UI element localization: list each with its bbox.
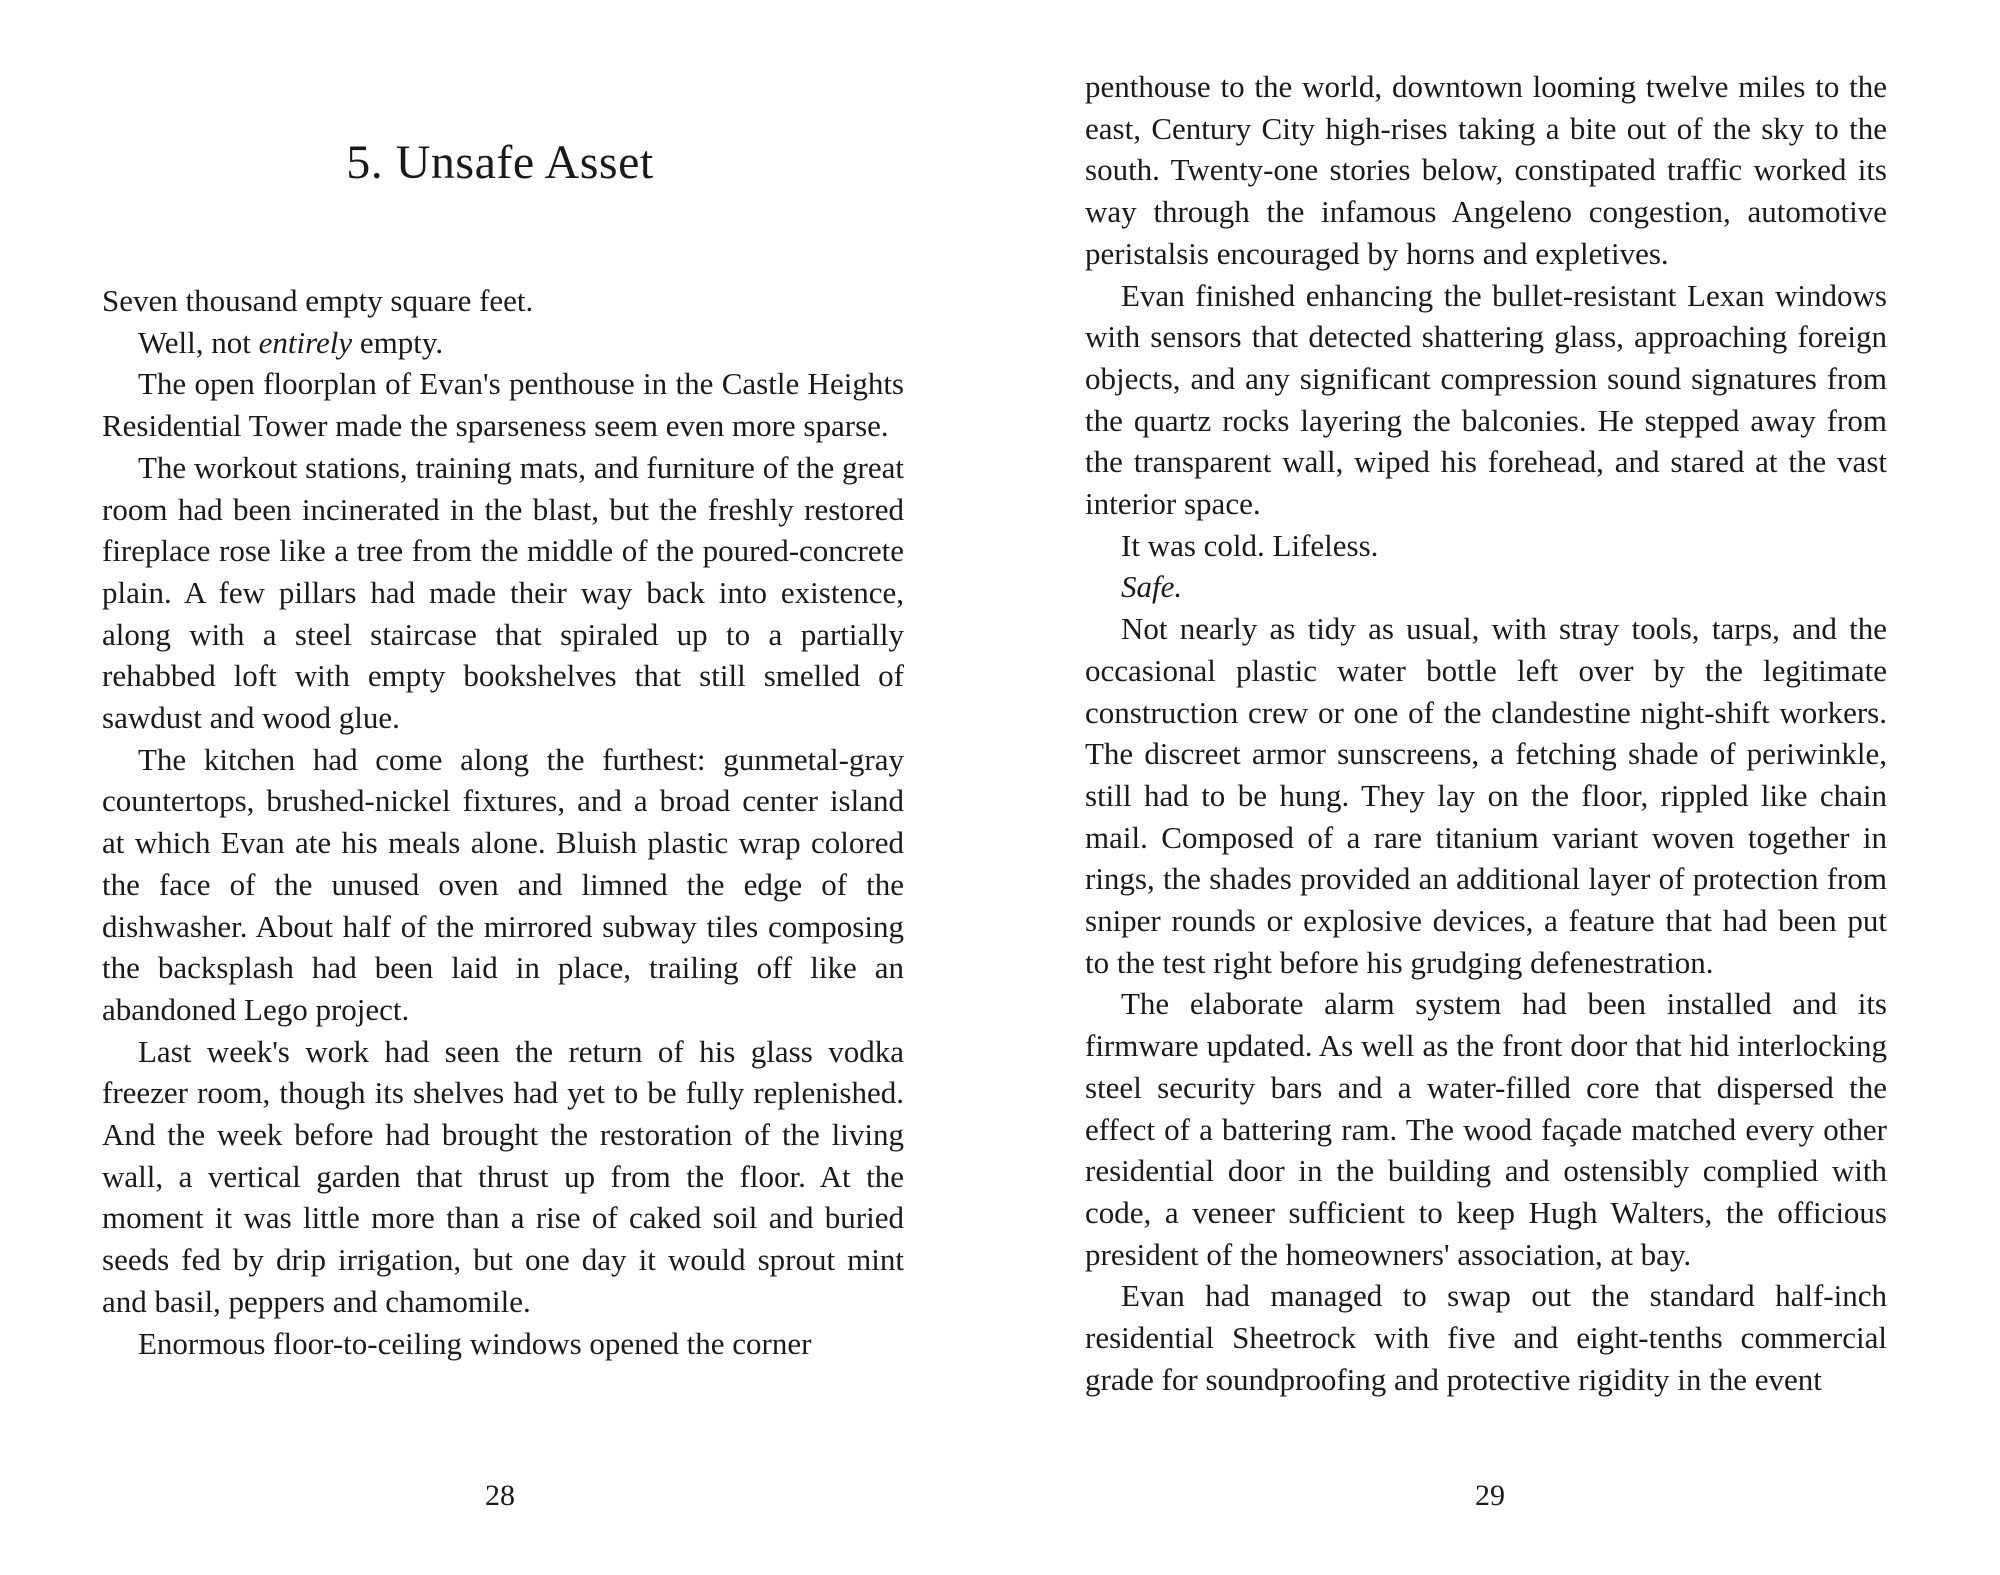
paragraph: Not nearly as tidy as usual, with stray tools, tarps, and the occasional plastic water bottle left over by the legitimate construction crew or one of the clandestine night-shift workers. The discreet armor sunscreens, a fetching shade of periwinkle, still had to be hung. They lay on the floor, rippled like chain mail. Composed of a rare titanium variant woven together in rings, the shades provided an additional layer of protection from sniper rounds or explosive devices, a feature that had been put to the test right before his grudging defenestration. [1085,611,1887,980]
page-number: 29 [1475,1479,1505,1512]
paragraph [1085,566,1887,608]
paragraph: penthouse to the world, downtown looming twelve miles to the east, Century City high-rises taking a bite out of the sky to the south. Twenty-one stories below, constipated traffic worked its way through the infamous Angeleno congestion, automotive peristalsis encouraged by horns and expletives. [1085,69,1887,271]
left-page-body [102,280,904,1364]
paragraph: Evan finished enhancing the bullet-resistant Lexan windows with sensors that detected shattering glass, approaching foreign objects, and any significant compression sound signatures from the quartz rocks layering the balconies. He stepped away from the transparent wall, wiped his forehead, and stared at the vast interior space. [1085,277,1887,522]
paragraph-text: Well, not [138,324,259,360]
right-page [1000,0,2000,1575]
right-page-body [1085,66,1887,1401]
paragraph: Seven thousand empty square feet. [102,283,534,318]
paragraph: The workout stations, training mats, and furniture of the great room had been incinerated in the blast, but the freshly restored fireplace rose like a tree from the middle of the poured-concrete plain. A few pillars had made their way back into existence, along with a steel staircase that spiraled up to a partially rehabbed loft with empty bookshelves that still smelled of sawdust and wood glue. [102,449,904,736]
paragraph: The elaborate alarm system had been installed and its firmware updated. As well as the front door that hid interlocking steel security bars and a water-filled core that dispersed the effect of a battering ram. The wood façade matched every other residential door in the building and ostensibly complied with code, a veneer sufficient to keep Hugh Walters, the officious president of the homeowners' association, at bay. [1085,986,1887,1272]
paragraph: The kitchen had come along the furthest: gunmetal-gray countertops, brushed-nickel fixtures, and a broad center island at which Evan ate his meals alone. Bluish plastic wrap colored the face of the unused oven and limned the edge of the dishwasher. About half of the mirrored subway tiles composing the backsplash had been laid in place, trailing off like an abandoned Lego project. [102,741,904,1027]
paragraph-text: empty. [352,324,444,360]
italic-emphasis: Safe. [1121,569,1183,605]
page-number: 28 [485,1479,515,1512]
chapter-title: 5. Unsafe Asset [346,136,654,189]
paragraph: Evan had managed to swap out the standard half-inch residential Sheetrock with five and eight-tenths commercial grade for soundproofing and protective rigidity in the event [1085,1278,1887,1397]
paragraph [102,322,904,364]
paragraph: Enormous floor-to-ceiling windows opened the corner [138,1325,812,1361]
paragraph: It was cold. Lifeless. [1121,527,1379,563]
paragraph: The open floorplan of Evan's penthouse in the Castle Heights Residential Tower made the sparseness seem even more sparse. [102,366,904,444]
italic-emphasis: entirely [258,324,353,360]
paragraph: Last week's work had seen the return of his glass vodka freezer room, though its shelves had yet to be fully replenished. And the week before had brought the restoration of the living wall, a vertical garden that thrust up from the floor. At the moment it was little more than a rise of caked soil and buried seeds fed by drip irrigation, but one day it would sprout mint and basil, peppers and chamomile. [102,1033,904,1319]
